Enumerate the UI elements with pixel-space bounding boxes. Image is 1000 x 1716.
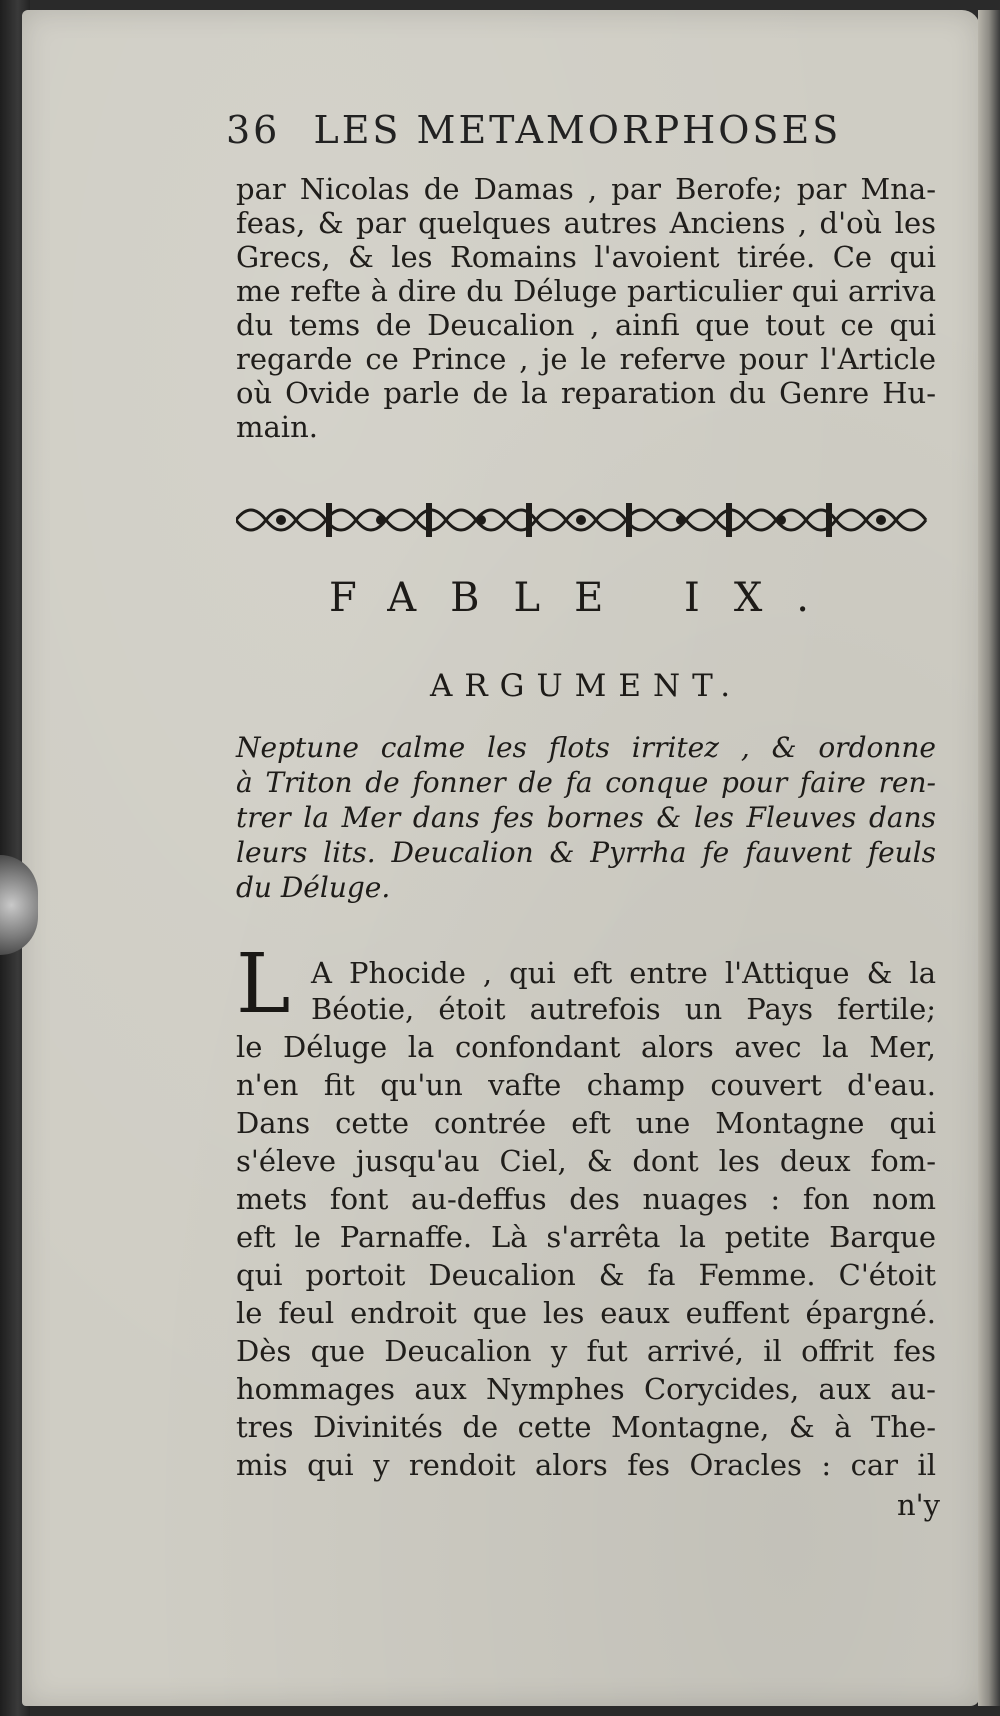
text-line: hommages aux Nymphes Corycides, aux au- [236,1372,936,1406]
text-line: regarde ce Prince , je le referve pour l'Article [236,342,936,376]
argument-line: trer la Mer dans fes bornes & les Fleuves dans [236,801,936,834]
text-line: s'éleve jusqu'au Ciel, & dont les deux fom- [236,1144,936,1178]
argument-line: Neptune calme les flots irritez , & ordonne [236,731,936,764]
text-line: où Ovide parle de la reparation du Genre Hu- [236,376,936,410]
running-title: LES METAMORPHOSES [313,108,842,152]
argument-title: ARGUMENT. [429,668,743,704]
text-line: feas, & par quelques autres Anciens , d'où les [236,206,936,240]
text-line: A Phocide , qui eft entre l'Attique & la [311,956,936,990]
argument-line: à Triton de fonner de fa conque pour faire ren- [236,766,936,799]
text-line: me refte à dire du Déluge particulier qui arriva [236,274,936,308]
argument-line: du Déluge. [236,871,391,904]
text-line: Dès que Deucalion y fut arrivé, il offrit fes [236,1334,936,1368]
text-line: du tems de Deucalion , ainfi que tout ce qui [236,308,936,342]
decorative-ornament-band [236,495,936,545]
text-line: Dans cette contrée eft une Montagne qui [236,1106,936,1140]
text-line: mis qui y rendoit alors fes Oracles : car il [236,1448,936,1482]
catchword: n'y [896,1488,940,1522]
text-line: eft le Parnaffe. Là s'arrêta la petite Barque [236,1220,936,1254]
fable-title: FABLE IX. [328,575,844,621]
drop-cap: L [236,937,291,1032]
text-line: main. [236,410,318,444]
text-line: le feul endroit que les eaux euffent épargné. [236,1296,936,1330]
text-line: le Déluge la confondant alors avec la Mer, [236,1030,936,1064]
page-edge [978,10,1000,1706]
page-number: 36 [226,108,281,152]
argument-line: leurs lits. Deucalion & Pyrrha fe fauvent feuls [236,836,936,869]
text-line: n'en fit qu'un vafte champ couvert d'eau. [236,1068,936,1102]
text-line: Béotie, étoit autrefois un Pays fertile; [311,992,936,1026]
text-line: qui portoit Deucalion & fa Femme. C'étoit [236,1258,936,1292]
text-line: mets font au-deffus des nuages : fon nom [236,1182,936,1216]
text-line: Grecs, & les Romains l'avoient tirée. Ce qui [236,240,936,274]
text-line: par Nicolas de Damas , par Berofe; par Mna- [236,172,936,206]
text-line: tres Divinités de cette Montagne, & à The- [236,1410,936,1444]
running-header [226,108,926,168]
